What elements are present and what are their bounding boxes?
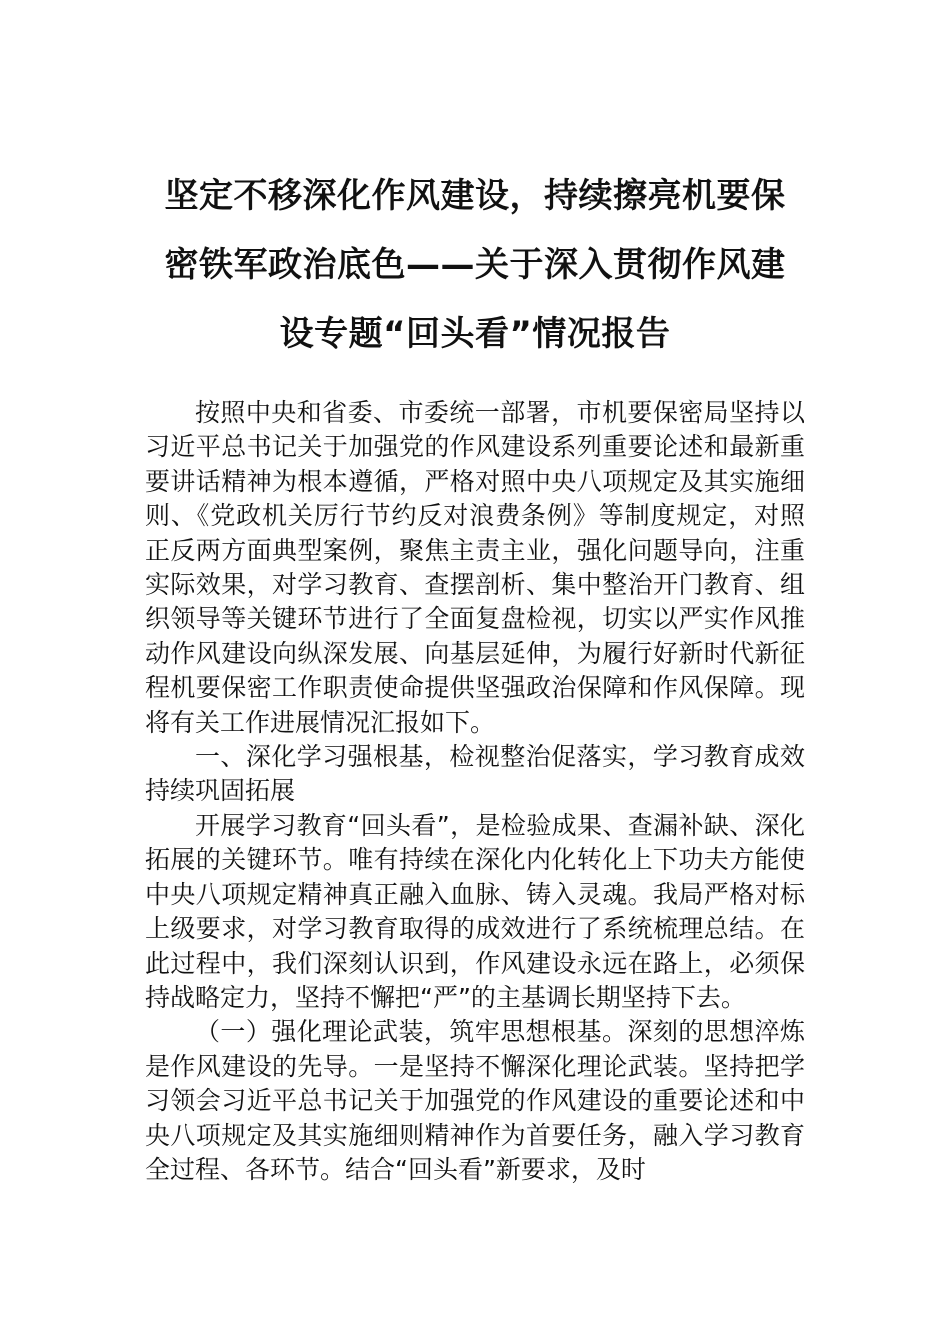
section-heading-1: 一、深化学习强根基，检视整治促落实，学习教育成效持续巩固拓展 <box>145 742 805 806</box>
section-1-paragraph: 开展学习教育“回头看”，是检验成果、查漏补缺、深化拓展的关键环节。唯有持续在深化内化转化上下功夫方能使中央八项规定精神真正融入血脉、铸入灵魂。我局严格对标上级要求，对学习教育取得的成效进行了系统梳理总结。在此过程中，我们深刻认识到，作风建设永远在路上，必须保持战略定力，坚持不懈把“严”的主基调长期坚持下去。 <box>145 810 805 1012</box>
title-line-1: 坚定不移深化作风建设，持续擦亮机要保 <box>164 176 786 216</box>
subsection-1-paragraph: （一）强化理论武装，筑牢思想根基。深刻的思想淬炼是作风建设的先导。一是坚持不懈深化理论武装。坚持把学习领会习近平总书记关于加强党的作风建设的重要论述和中央八项规定及其实施细则精神作为首要任务，融入学习教育全过程、各环节。结合“回头看”新要求，及时 <box>145 1017 805 1184</box>
title-line-3: 设专题“回头看”情况报告 <box>279 314 671 354</box>
document-title <box>145 162 805 369</box>
intro-paragraph: 按照中央和省委、市委统一部署，市机要保密局坚持以习近平总书记关于加强党的作风建设系列重要论述和最新重要讲话精神为根本遵循，严格对照中央八项规定及其实施细则、《党政机关厉行节约反对浪费条例》等制度规定，对照正反两方面典型案例，聚焦主责主业，强化问题导向，注重实际效果，对学习教育、查摆剖析、集中整治开门教育、组织领导等关键环节进行了全面复盘检视，切实以严实作风推动作风建设向纵深发展、向基层延伸，为履行好新时代新征程机要保密工作职责使命提供坚强政治保障和作风保障。现将有关工作进展情况汇报如下。 <box>145 398 805 737</box>
title-line-2: 密铁军政治底色——关于深入贯彻作风建 <box>164 245 786 285</box>
document-body <box>145 396 805 1187</box>
